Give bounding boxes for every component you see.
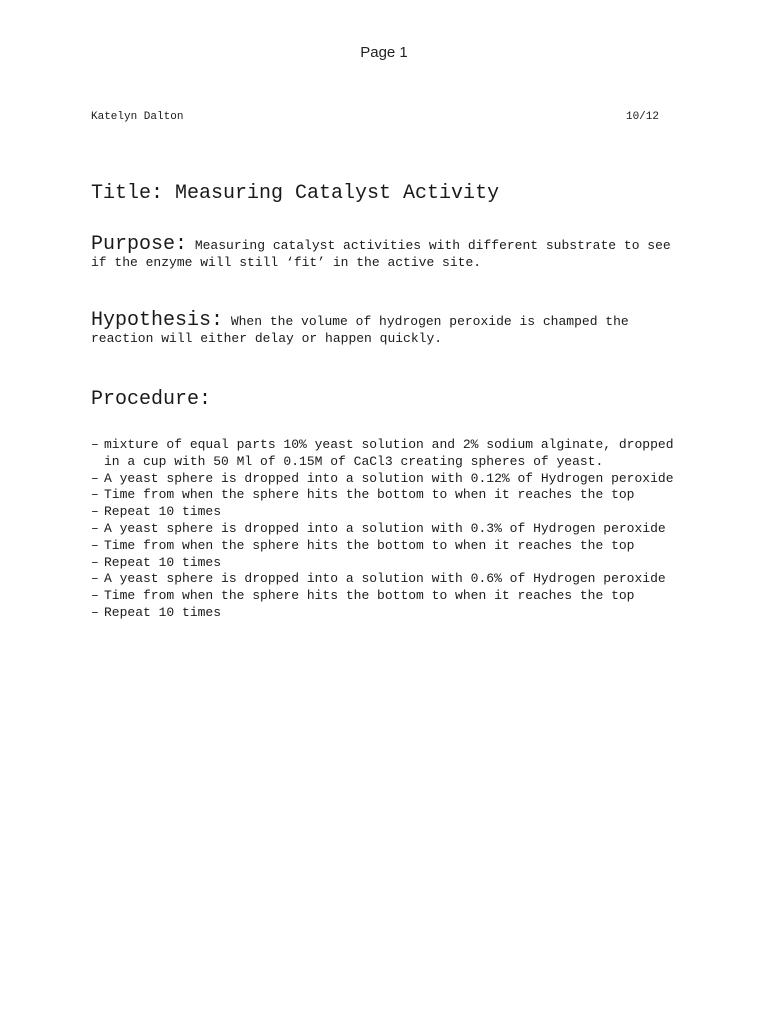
procedure-steps-list	[91, 437, 681, 622]
document-title: Title: Measuring Catalyst Activity	[91, 182, 500, 205]
procedure-step: – A yeast sphere is dropped into a solution with 0.3% of Hydrogen peroxide	[91, 521, 681, 538]
hypothesis-heading: Hypothesis:	[91, 309, 224, 332]
procedure-step: – Repeat 10 times	[91, 504, 681, 521]
procedure-step: – Time from when the sphere hits the bottom to when it reaches the top	[91, 538, 681, 555]
procedure-step: – Repeat 10 times	[91, 555, 681, 572]
purpose-heading: Purpose:	[91, 233, 188, 256]
procedure-step: – Repeat 10 times	[91, 605, 681, 622]
hypothesis-text: When the volume of hydrogen peroxide is champed the reaction will either delay or happen quickly.	[91, 314, 629, 346]
hypothesis-section	[91, 309, 676, 347]
document-date: 10/12	[625, 111, 659, 123]
author-name: Katelyn Dalton	[91, 111, 184, 123]
procedure-step: – Time from when the sphere hits the bottom to when it reaches the top	[91, 487, 681, 504]
purpose-section	[91, 233, 676, 271]
procedure-step: – Time from when the sphere hits the bottom to when it reaches the top	[91, 588, 681, 605]
procedure-step: – mixture of equal parts 10% yeast solution and 2% sodium alginate, dropped in a cup with 50 Ml of 0.15M of CaCl3 creating spheres of yeast.	[91, 437, 681, 471]
procedure-step: – A yeast sphere is dropped into a solution with 0.12% of Hydrogen peroxide	[91, 471, 681, 488]
procedure-heading: Procedure:	[91, 388, 212, 411]
purpose-text: Measuring catalyst activities with different substrate to see if the enzyme will still ‘fit’ in the active site.	[91, 238, 671, 270]
procedure-step: – A yeast sphere is dropped into a solution with 0.6% of Hydrogen peroxide	[91, 571, 681, 588]
page-number-label: Page 1	[360, 44, 408, 61]
